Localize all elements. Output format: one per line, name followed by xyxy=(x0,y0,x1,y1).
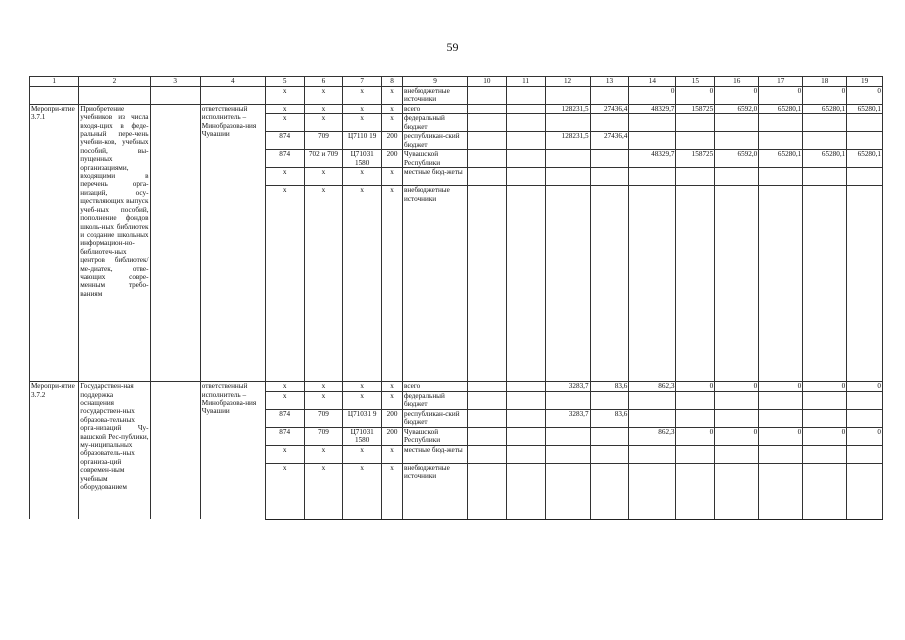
value-cell: 874 xyxy=(265,409,304,427)
measure-description: Приобретение учебников из числа входя-щих в феде-ральный пере-чень учебни-ков, учебных пособий, вы-пущенных организациями, входящими в перечень орга-низаций, осу-ществляющих выпуск учеб-ных пособий, пополнение фондов школь-ных библиотек и создание школьных информацион-но-библиотеч-ных центров библиотек/ме-диатек, отве-чающих совре-менным требо-ваниям xyxy=(79,104,150,381)
value-cell xyxy=(759,409,803,427)
value-cell: x xyxy=(343,114,382,132)
value-cell xyxy=(803,391,847,409)
empty-cell xyxy=(545,87,590,105)
value-cell: x xyxy=(382,382,403,391)
value-cell xyxy=(545,150,590,168)
value-cell xyxy=(759,463,803,519)
value-cell: всего xyxy=(403,382,468,391)
value-cell: x xyxy=(343,445,382,463)
value-cell: внебюджетные источники xyxy=(403,186,468,382)
row-cell: x xyxy=(382,87,403,105)
value-cell xyxy=(715,391,759,409)
value-cell xyxy=(676,186,715,382)
measure-id: Меропри-ятие 3.7.1 xyxy=(30,104,79,381)
value-cell xyxy=(629,391,676,409)
value-cell: республикан-ский бюджет xyxy=(403,409,468,427)
value-cell: 0 xyxy=(676,427,715,445)
value-cell xyxy=(629,186,676,382)
value-cell xyxy=(847,114,883,132)
row-cell: x xyxy=(343,87,382,105)
value-cell xyxy=(676,463,715,519)
value-cell xyxy=(629,445,676,463)
empty-cell xyxy=(467,186,506,382)
value-cell: 48329,7 xyxy=(629,104,676,113)
value-cell: x xyxy=(265,186,304,382)
value-cell: x xyxy=(382,463,403,519)
value-cell xyxy=(629,168,676,186)
empty-cell xyxy=(506,186,545,382)
value-cell: 862,3 xyxy=(629,427,676,445)
header-cell: 15 xyxy=(676,77,715,87)
value-cell: 862,3 xyxy=(629,382,676,391)
value-cell: 65280,1 xyxy=(847,150,883,168)
value-cell: 709 xyxy=(304,427,343,445)
value-cell: Ц71031 1580 xyxy=(343,427,382,445)
value-cell: местные бюд-жеты xyxy=(403,445,468,463)
value-cell xyxy=(676,114,715,132)
empty-cell xyxy=(467,445,506,463)
empty-cell xyxy=(506,409,545,427)
value-cell: x xyxy=(343,463,382,519)
value-cell: 65280,1 xyxy=(847,104,883,113)
header-cell: 4 xyxy=(200,77,265,87)
empty-cell xyxy=(467,409,506,427)
empty-cell xyxy=(506,150,545,168)
value-cell: 3283,7 xyxy=(545,409,590,427)
empty-cell xyxy=(79,87,150,105)
value-cell: x xyxy=(265,104,304,113)
value-cell: 158725 xyxy=(676,150,715,168)
empty-cell xyxy=(467,104,506,113)
value-cell xyxy=(590,114,629,132)
value-cell: 128231,5 xyxy=(545,104,590,113)
header-cell: 5 xyxy=(265,77,304,87)
value-cell xyxy=(715,463,759,519)
value-cell: Ц71031 9 xyxy=(343,409,382,427)
value-cell xyxy=(847,186,883,382)
value-cell xyxy=(545,186,590,382)
value-cell: внебюджетные источники xyxy=(403,463,468,519)
value-cell xyxy=(676,391,715,409)
value-cell: x xyxy=(265,114,304,132)
value-cell: x xyxy=(343,382,382,391)
value-cell: x xyxy=(265,391,304,409)
measure-id: Меропри-ятие 3.7.2 xyxy=(30,382,79,519)
header-cell: 6 xyxy=(304,77,343,87)
header-cell: 13 xyxy=(590,77,629,87)
value-cell: 128231,5 xyxy=(545,132,590,150)
value-cell: x xyxy=(304,445,343,463)
value-cell: x xyxy=(382,391,403,409)
value-cell xyxy=(676,409,715,427)
empty-cell xyxy=(506,445,545,463)
header-cell: 17 xyxy=(759,77,803,87)
header-cell: 2 xyxy=(79,77,150,87)
responsible-executor: ответственный исполнитель – Минобразова-ния Чувашии xyxy=(200,104,265,381)
header-cell: 10 xyxy=(467,77,506,87)
value-cell: x xyxy=(343,391,382,409)
value-cell xyxy=(803,132,847,150)
responsible-executor: ответственный исполнитель – Минобразова-ния Чувашии xyxy=(200,382,265,519)
empty-cell xyxy=(467,463,506,519)
value-cell xyxy=(715,186,759,382)
header-cell: 18 xyxy=(803,77,847,87)
value-cell: 0 xyxy=(803,382,847,391)
value-cell xyxy=(545,445,590,463)
value-cell: 65280,1 xyxy=(803,104,847,113)
value-cell: 65280,1 xyxy=(803,150,847,168)
row-cell: 0 xyxy=(847,87,883,105)
value-cell xyxy=(715,409,759,427)
value-cell xyxy=(803,168,847,186)
value-cell: x xyxy=(265,463,304,519)
row-cell: x xyxy=(265,87,304,105)
value-cell xyxy=(715,168,759,186)
empty-cell xyxy=(506,168,545,186)
value-cell: 874 xyxy=(265,132,304,150)
header-cell: 19 xyxy=(847,77,883,87)
continuation-row xyxy=(30,87,883,105)
value-cell xyxy=(847,445,883,463)
value-cell: 0 xyxy=(803,427,847,445)
value-cell: 709 xyxy=(304,132,343,150)
value-cell xyxy=(759,186,803,382)
value-cell: 200 xyxy=(382,409,403,427)
empty-cell xyxy=(467,150,506,168)
row-cell: 0 xyxy=(676,87,715,105)
value-cell: 27436,4 xyxy=(590,104,629,113)
empty-cell xyxy=(506,382,545,391)
value-cell xyxy=(676,445,715,463)
value-cell: всего xyxy=(403,104,468,113)
row-cell: внебюджетные источники xyxy=(403,87,468,105)
value-cell: x xyxy=(304,382,343,391)
value-cell xyxy=(759,391,803,409)
empty-cell xyxy=(506,132,545,150)
value-cell: 874 xyxy=(265,150,304,168)
value-cell xyxy=(590,168,629,186)
value-cell xyxy=(590,427,629,445)
page-number: 59 xyxy=(446,40,459,54)
value-cell: x xyxy=(382,186,403,382)
value-cell xyxy=(629,409,676,427)
value-cell xyxy=(759,114,803,132)
value-cell xyxy=(847,168,883,186)
value-cell: 0 xyxy=(715,382,759,391)
value-cell xyxy=(847,391,883,409)
value-cell: x xyxy=(343,186,382,382)
value-cell: 6592,0 xyxy=(715,150,759,168)
value-cell xyxy=(545,391,590,409)
header-cell: 14 xyxy=(629,77,676,87)
value-cell xyxy=(847,132,883,150)
value-cell: x xyxy=(382,445,403,463)
empty-cell xyxy=(506,427,545,445)
value-cell xyxy=(629,463,676,519)
value-cell: x xyxy=(343,104,382,113)
value-cell: 709 xyxy=(304,409,343,427)
value-cell xyxy=(629,132,676,150)
empty-cell xyxy=(467,132,506,150)
value-cell: x xyxy=(382,104,403,113)
header-cell: 16 xyxy=(715,77,759,87)
value-cell: x xyxy=(304,168,343,186)
empty-cell xyxy=(467,168,506,186)
value-cell xyxy=(847,463,883,519)
value-cell: 0 xyxy=(676,382,715,391)
measure-row xyxy=(30,382,883,391)
value-cell xyxy=(715,114,759,132)
value-cell: x xyxy=(382,114,403,132)
value-cell xyxy=(759,445,803,463)
empty-cell xyxy=(467,114,506,132)
header-cell: 8 xyxy=(382,77,403,87)
value-cell xyxy=(590,445,629,463)
row-cell: 0 xyxy=(803,87,847,105)
empty-cell xyxy=(30,87,79,105)
value-cell: 0 xyxy=(847,382,883,391)
empty-cell xyxy=(506,114,545,132)
value-cell xyxy=(590,150,629,168)
value-cell: 83,6 xyxy=(590,409,629,427)
empty-cell xyxy=(506,463,545,519)
value-cell xyxy=(545,463,590,519)
value-cell: 0 xyxy=(759,382,803,391)
value-cell xyxy=(715,132,759,150)
value-cell: Чувашской Республики xyxy=(403,427,468,445)
value-cell: 0 xyxy=(847,427,883,445)
header-cell: 12 xyxy=(545,77,590,87)
value-cell: x xyxy=(343,168,382,186)
value-cell xyxy=(803,409,847,427)
header-row xyxy=(30,77,883,87)
value-cell xyxy=(803,114,847,132)
value-cell xyxy=(759,168,803,186)
row-cell: 0 xyxy=(629,87,676,105)
empty-cell xyxy=(150,87,200,105)
value-cell: 65280,1 xyxy=(759,150,803,168)
value-cell: 200 xyxy=(382,150,403,168)
empty-cell xyxy=(506,87,545,105)
value-cell xyxy=(803,445,847,463)
value-cell: 6592,0 xyxy=(715,104,759,113)
header-cell: 7 xyxy=(343,77,382,87)
value-cell: 702 и 709 xyxy=(304,150,343,168)
budget-table xyxy=(29,76,883,520)
empty-cell xyxy=(467,382,506,391)
empty-cell xyxy=(590,87,629,105)
value-cell: 27436,4 xyxy=(590,132,629,150)
table-body xyxy=(30,77,883,520)
value-cell xyxy=(676,168,715,186)
value-cell: 0 xyxy=(715,427,759,445)
row-cell: x xyxy=(304,87,343,105)
value-cell xyxy=(545,114,590,132)
empty-cell xyxy=(150,104,200,381)
measure-description: Государствен-ная поддержка оснащения государствен-ных образова-тельных орга-низаций Чу-вашской Рес-публики, му-ниципальных образователь-ных организа-ций современ-ным учебным оборудованием xyxy=(79,382,150,519)
value-cell: 65280,1 xyxy=(759,104,803,113)
value-cell: 200 xyxy=(382,132,403,150)
value-cell: x xyxy=(304,391,343,409)
empty-cell xyxy=(467,391,506,409)
value-cell xyxy=(803,463,847,519)
value-cell xyxy=(590,463,629,519)
value-cell: 3283,7 xyxy=(545,382,590,391)
value-cell xyxy=(545,168,590,186)
value-cell: x xyxy=(265,445,304,463)
value-cell: федеральный бюджет xyxy=(403,391,468,409)
header-cell: 9 xyxy=(403,77,468,87)
empty-cell xyxy=(506,391,545,409)
header-cell: 11 xyxy=(506,77,545,87)
header-cell: 1 xyxy=(30,77,79,87)
value-cell: Ц71031 1580 xyxy=(343,150,382,168)
value-cell xyxy=(629,114,676,132)
measure-row xyxy=(30,104,883,113)
value-cell: x xyxy=(304,186,343,382)
value-cell: 83,6 xyxy=(590,382,629,391)
value-cell: x xyxy=(382,168,403,186)
row-cell: 0 xyxy=(715,87,759,105)
value-cell xyxy=(590,391,629,409)
value-cell: x xyxy=(304,114,343,132)
empty-cell xyxy=(200,87,265,105)
empty-cell xyxy=(467,87,506,105)
value-cell xyxy=(803,186,847,382)
value-cell: x xyxy=(304,104,343,113)
value-cell xyxy=(676,132,715,150)
empty-cell xyxy=(467,427,506,445)
value-cell xyxy=(545,427,590,445)
value-cell xyxy=(759,132,803,150)
value-cell: республикан-ский бюджет xyxy=(403,132,468,150)
value-cell: Чувашской Республики xyxy=(403,150,468,168)
header-cell: 3 xyxy=(150,77,200,87)
value-cell: местные бюд-жеты xyxy=(403,168,468,186)
value-cell: x xyxy=(265,168,304,186)
value-cell: 200 xyxy=(382,427,403,445)
row-cell: 0 xyxy=(759,87,803,105)
value-cell: x xyxy=(265,382,304,391)
value-cell xyxy=(715,445,759,463)
value-cell: федеральный бюджет xyxy=(403,114,468,132)
value-cell xyxy=(590,186,629,382)
empty-cell xyxy=(506,104,545,113)
value-cell: 48329,7 xyxy=(629,150,676,168)
value-cell: 0 xyxy=(759,427,803,445)
value-cell: 874 xyxy=(265,427,304,445)
value-cell: Ц7110 19 xyxy=(343,132,382,150)
value-cell: x xyxy=(304,463,343,519)
value-cell: 158725 xyxy=(676,104,715,113)
value-cell xyxy=(847,409,883,427)
empty-cell xyxy=(150,382,200,519)
